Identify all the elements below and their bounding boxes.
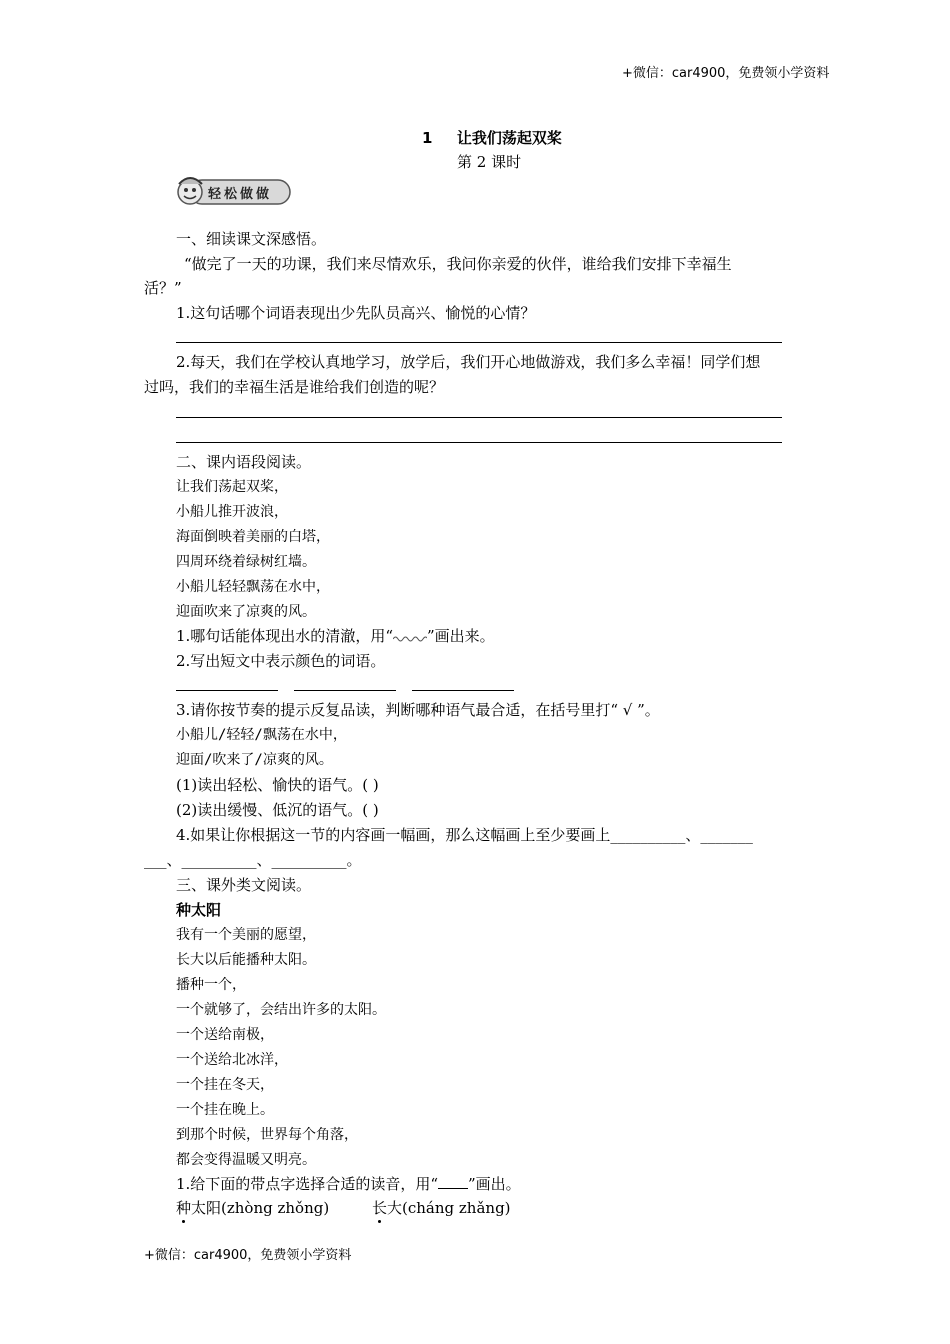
section2-question2: 2.写出短文中表示颜色的词语。 [176,652,386,670]
poem-line: 都会变得温暖又明亮。 [176,1152,316,1168]
poem-line: 小船儿轻轻飘荡在水中， [176,579,330,595]
lesson-number: 1 [422,129,433,147]
section1-question1: 1.这句话哪个词语表现出少先队员高兴、愉悦的心情？ [176,304,536,322]
answer-blank[interactable] [176,690,278,691]
poem-line: 小船儿推开波浪， [176,504,288,520]
poem-line: 一个送给北冰洋， [176,1052,288,1068]
section1-quote-line2: 活？” [144,279,182,297]
answer-line[interactable] [176,342,782,343]
section1-heading: 一、细读课文深感悟。 [176,230,327,248]
section2-question1-text: 1.哪句话能体现出水的清澈，用“ [176,627,393,645]
poem-line: 让我们荡起双桨， [176,479,288,495]
section2-question3: 3.请你按节奏的提示反复品读，判断哪种语气最合适，在括号里打“ √ ”。 [176,701,660,719]
dotted-char: 种 [176,1199,192,1217]
section2-question4-line1: 4.如果让你根据这一节的内容画一幅画，那么这幅画上至少要画上__________、_______ [176,826,753,844]
poem-line: 一个送给南极， [176,1027,274,1043]
answer-line[interactable] [176,442,782,443]
section3-question1-text: 1.给下面的带点字选择合适的读音，用“ [176,1175,438,1193]
poem-line: 四周环绕着绿树红墙。 [176,554,316,570]
section3-question1-end: ”画出。 [467,1175,521,1193]
poem-line: 一个挂在晚上。 [176,1102,274,1118]
underline-sample [438,1174,468,1189]
wavy-underline-icon [393,632,427,642]
answer-blank[interactable] [294,690,396,691]
option-2[interactable]: (2)读出缓慢、低沉的语气。( ) [176,801,379,819]
poem-title: 种太阳 [176,901,222,919]
footer-note: +微信：car4900，免费领小学资料 [144,1248,352,1263]
section2-heading: 二、课内语段阅读。 [176,453,312,471]
answer-line[interactable] [176,417,782,418]
option-1[interactable]: (1)读出轻松、愉快的语气。( ) [176,776,379,794]
poem-line: 我有一个美丽的愿望， [176,927,316,943]
lesson-period: 第 2 课时 [457,153,522,171]
section1-quote-line1: “做完了一天的功课，我们来尽情欢乐，我问你亲爱的伙伴，谁给我们安排下幸福生 [184,255,732,273]
poem-line: 海面倒映着美丽的白塔， [176,529,330,545]
pinyin-options: 大(cháng zhǎng) [387,1199,511,1217]
pinyin-options: 太阳(zhòng zhǒng) [191,1199,330,1217]
rhythm-line: 迎面/吹来了/凉爽的风。 [176,752,333,768]
section2-question4-line2: ___、__________、__________。 [144,851,362,869]
rhythm-line: 小船儿/轻轻/飘荡在水中， [176,727,347,743]
poem-line: 到那个时候，世界每个角落， [176,1127,358,1143]
section3-question1 [176,1174,521,1194]
easy-practice-badge [176,174,294,214]
poem-line: 一个挂在冬天， [176,1077,274,1093]
section1-question2-line2: 过吗，我们的幸福生活是谁给我们创造的呢？ [144,378,445,396]
poem-line: 播种一个， [176,977,246,993]
section1-question2-line1: 2.每天，我们在学校认真地学习，放学后，我们开心地做游戏，我们多么幸福！同学们想 [176,353,761,371]
dotted-char: 长 [372,1199,388,1217]
poem-line: 迎面吹来了凉爽的风。 [176,604,316,620]
pinyin-item-2[interactable] [372,1198,511,1218]
poem-line: 长大以后能播种太阳。 [176,952,316,968]
pinyin-item-1[interactable] [176,1198,329,1218]
answer-blank[interactable] [412,690,514,691]
poem-line: 一个就够了，会结出许多的太阳。 [176,1002,386,1018]
lesson-name: 让我们荡起双桨 [456,129,562,147]
badge-text: 轻松做做 [208,187,273,202]
section2-question1-end: ”画出来。 [426,627,495,645]
header-note: +微信：car4900，免费领小学资料 [622,66,830,81]
section3-heading: 三、课外类文阅读。 [176,876,312,894]
lesson-title [422,128,562,148]
section2-question1 [176,626,495,646]
